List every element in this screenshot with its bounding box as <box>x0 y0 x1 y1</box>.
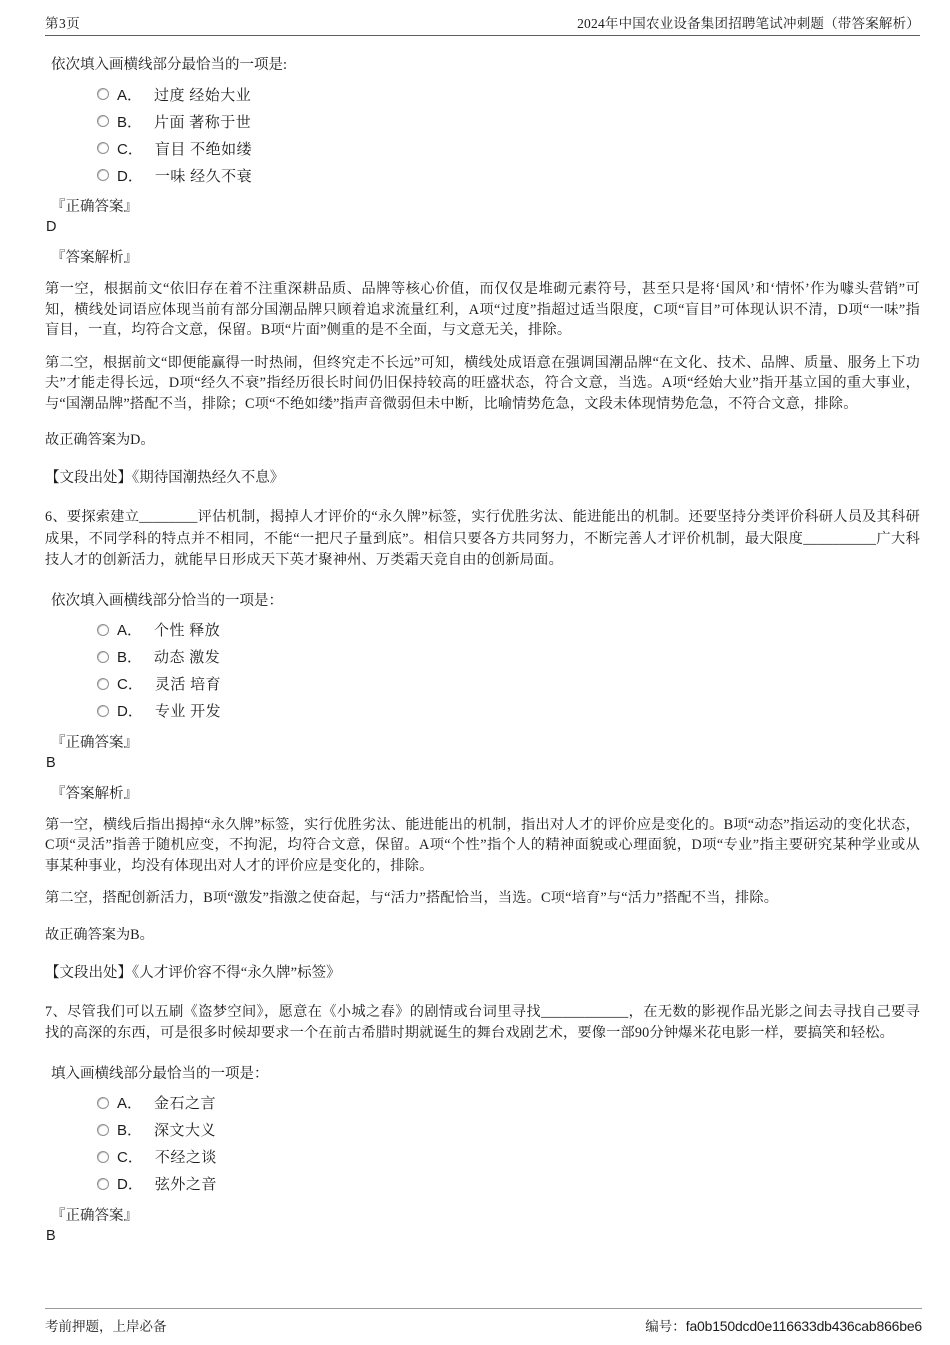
options-group <box>97 1094 920 1193</box>
option-text: 灵活 培育 <box>154 677 222 693</box>
source-line: 【文段出处】《期待国潮热经久不息》 <box>45 470 285 486</box>
correct-answer-value: D <box>46 219 57 235</box>
conclusion-line: 故正确答案为D。 <box>45 432 155 448</box>
option-row-b[interactable] <box>97 112 920 130</box>
option-letter: C． <box>117 676 143 693</box>
question-prompt: 依次填入画横线部分恰当的一项是： <box>51 592 283 609</box>
radio-button-icon[interactable] <box>97 1097 109 1109</box>
option-letter: A． <box>117 86 143 104</box>
analysis-paragraph: 第一空，根据前文“依旧存在着不注重深耕品质、品牌等核心价值，而仅仅是堆砌元素符号，甚至只是将‘国风’和‘情怀’作为噱头营销”可知，横线处词语应体现当前有部分国潮品牌只顾着追求流量红利，A项“过度”指超过适当限度，C项“盲目”可体现认识不清，D项“一味”指盲目，一直，均符合文意，保留。B项“片面”侧重的是不全面，与文意无关，排除。 <box>45 281 920 338</box>
footer-serial-value: fa0b150dcd0e116633db436cab866be6 <box>685 1318 922 1334</box>
option-row-c[interactable] <box>97 139 920 157</box>
option-letter: C． <box>117 1149 143 1166</box>
option-text: 一味 经久不衰 <box>154 168 253 185</box>
question-prompt: 填入画横线部分最恰当的一项是： <box>51 1065 269 1082</box>
radio-button-icon[interactable] <box>97 624 109 636</box>
option-row-c[interactable] <box>97 675 920 693</box>
option-row-b[interactable] <box>97 1121 920 1139</box>
footer-serial <box>645 1315 922 1335</box>
page-number-label: 第3页 <box>45 16 81 31</box>
radio-button-icon[interactable] <box>97 678 109 690</box>
radio-button-icon[interactable] <box>97 1178 109 1190</box>
source-line: 【文段出处】《人才评价容不得“永久牌”标签》 <box>45 964 341 981</box>
option-text: 金石之言 <box>154 1096 217 1112</box>
correct-answer-value: B <box>46 1227 56 1244</box>
option-row-c[interactable] <box>97 1148 920 1166</box>
option-row-d[interactable] <box>97 702 920 720</box>
option-letter: B． <box>117 113 143 131</box>
question-block-6 <box>45 507 920 982</box>
option-letter: D． <box>117 1176 143 1193</box>
option-text: 盲目 不绝如缕 <box>154 141 253 158</box>
option-letter: D． <box>117 703 143 720</box>
radio-button-icon[interactable] <box>97 1151 109 1163</box>
option-text: 深文大义 <box>154 1123 217 1139</box>
radio-button-icon[interactable] <box>97 88 109 100</box>
footer-serial-label: 编号： <box>645 1319 686 1334</box>
option-letter: A． <box>117 1095 143 1112</box>
option-letter: C． <box>117 140 143 158</box>
option-letter: B． <box>117 1122 143 1139</box>
radio-button-icon[interactable] <box>97 169 109 181</box>
analysis-label: 『答案解析』 <box>51 250 138 266</box>
radio-button-icon[interactable] <box>97 651 109 663</box>
page-header <box>45 12 920 36</box>
option-row-d[interactable] <box>97 1175 920 1193</box>
option-row-a[interactable] <box>97 621 920 639</box>
option-text: 过度 经始大业 <box>154 87 252 104</box>
option-text: 专业 开发 <box>154 704 222 720</box>
analysis-label: 『答案解析』 <box>51 785 138 802</box>
option-letter: A． <box>117 622 143 639</box>
question-body: 7、尽管我们可以五刷《盗梦空间》，愿意在《小城之春》的剧情或台词里寻找____________，在无数的影视作品光影之间去寻找自己要寻找的高深的东西，可是很多时候却要求一个在前古希腊时期就诞生的舞台戏剧艺术，要像一部90分钟爆米花电影一样，要搞笑和轻松。 <box>45 1003 920 1041</box>
analysis-paragraph: 第一空，横线后指出揭掉“永久牌”标签，实行优胜劣汰、能进能出的机制，指出对人才的评价应是变化的。B项“动态”指运动的变化状态，C项“灵活”指善于随机应变，不拘泥，均符合文意，保留。A项“个性”指个人的精神面貌或心理面貌，D项“专业”指主要研究某种学业或从事某种事业，均没有体现出对人才的评价应是变化的，排除。 <box>45 816 920 874</box>
question-prompt: 依次填入画横线部分最恰当的一项是: <box>51 57 288 73</box>
option-text: 动态 激发 <box>154 650 221 666</box>
correct-answer-label: 『正确答案』 <box>51 199 138 215</box>
radio-button-icon[interactable] <box>97 142 109 154</box>
correct-answer-label: 『正确答案』 <box>51 1207 138 1224</box>
analysis-paragraph: 第二空，根据前文“即便能赢得一时热闹，但终究走不长远”可知，横线处成语意在强调国潮品牌“在文化、技术、品牌、质量、服务上下功夫”才能走得长远，D项“经久不衰”指经历很长时间仍旧保持较高的旺盛状态，符合文意，当选。A项“经始大业”指开基立国的重大事业，与“国潮品牌”搭配不当，排除；C项“不绝如缕”指声音微弱但未中断，比喻情势危急，文段未体现情势危急，不符合文意，排除。 <box>45 354 920 412</box>
document-title: 2024年中国农业设备集团招聘笔试冲刺题（带答案解析） <box>577 16 920 31</box>
option-row-a[interactable] <box>97 1094 920 1112</box>
option-row-b[interactable] <box>97 648 920 666</box>
option-letter: B． <box>117 649 143 666</box>
correct-answer-label: 『正确答案』 <box>51 734 138 751</box>
radio-button-icon[interactable] <box>97 705 109 717</box>
option-row-d[interactable] <box>97 166 920 184</box>
question-body: 6、要探索建立________评估机制，揭掉人才评价的“永久牌”标签，实行优胜劣汰、能进能出的机制。还要坚持分类评价科研人员及其科研成果，不同学科的特点并不相同，不能“一把尺子量到底”。相信只要各方共同努力，不断完善人才评价机制，最大限度__________广大科技人才的创新活力，就能早日形成天下英才聚神州、万类霜天竞自由的创新局面。 <box>45 509 920 568</box>
conclusion-line: 故正确答案为B。 <box>45 926 154 943</box>
option-text: 片面 著称于世 <box>154 114 252 131</box>
option-text: 不经之谈 <box>154 1150 217 1166</box>
correct-answer-value: B <box>46 754 56 771</box>
question-block-7 <box>45 1002 920 1244</box>
option-row-a[interactable] <box>97 85 920 103</box>
options-group <box>97 85 920 184</box>
analysis-paragraph: 第二空，搭配创新活力，B项“激发”指激之使奋起，与“活力”搭配恰当，当选。C项“培育”与“活力”搭配不当，排除。 <box>45 890 779 906</box>
radio-button-icon[interactable] <box>97 1124 109 1136</box>
footer-slogan: 考前押题，上岸必备 <box>45 1319 167 1334</box>
page-footer <box>45 1308 922 1335</box>
option-text: 个性 释放 <box>154 623 221 639</box>
options-group <box>97 621 920 720</box>
option-text: 弦外之音 <box>154 1177 217 1193</box>
question-block-5 <box>45 53 920 487</box>
radio-button-icon[interactable] <box>97 115 109 127</box>
option-letter: D． <box>117 167 143 185</box>
